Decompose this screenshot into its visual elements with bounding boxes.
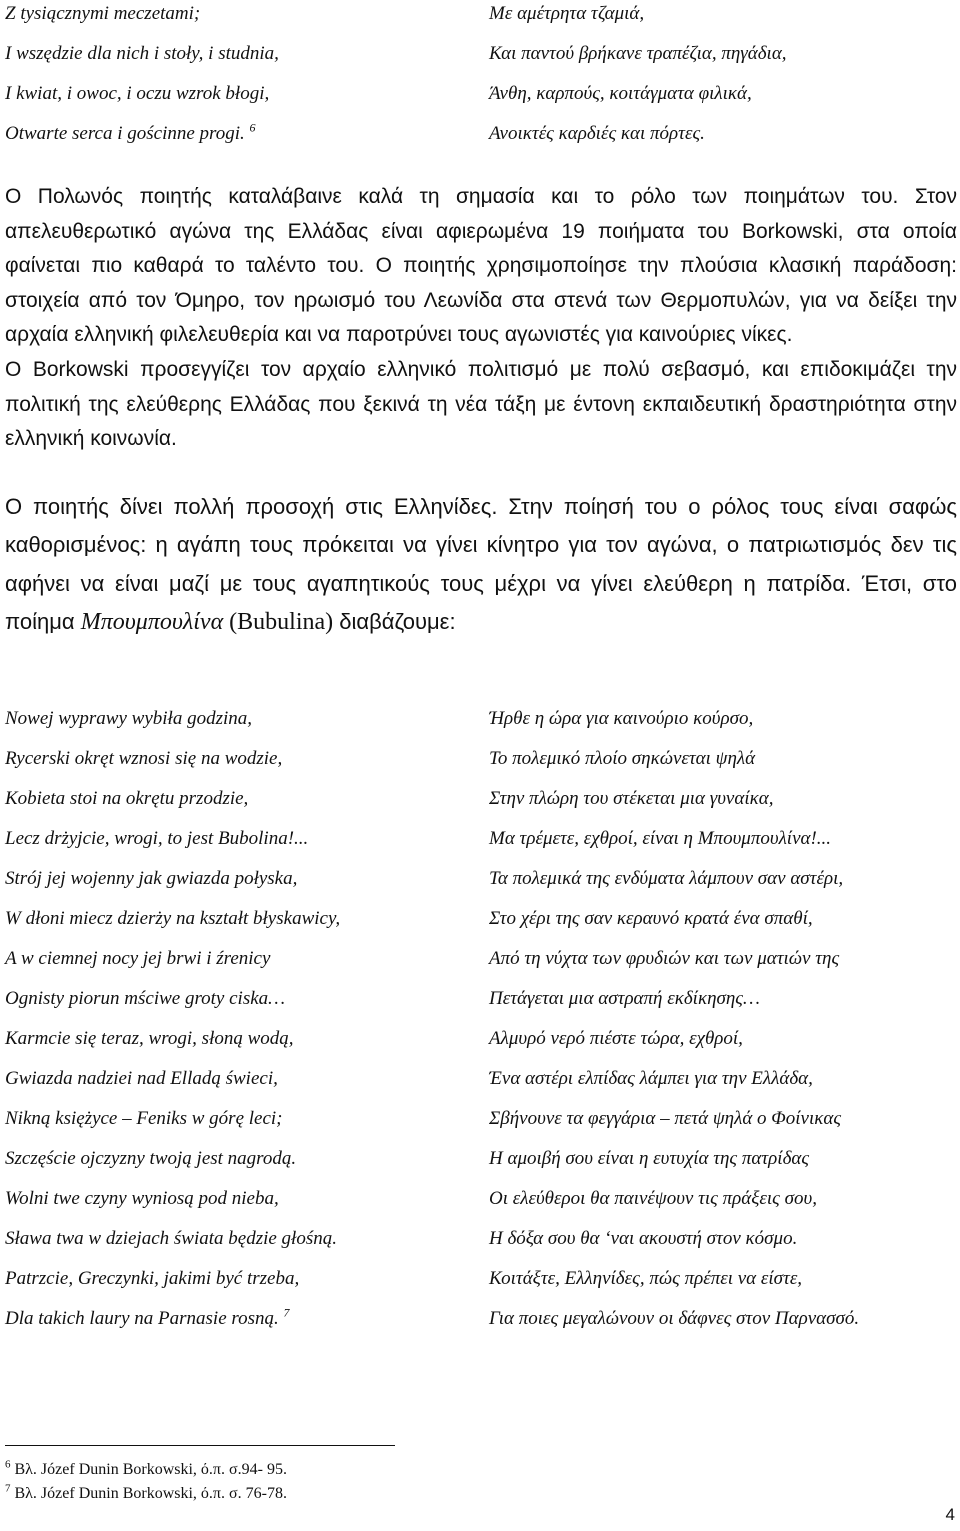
top-poem-greek-line: Με αμέτρητα τζαμιά, — [489, 3, 645, 24]
poem-greek-line: Μα τρέμετε, εχθροί, είναι η Μπουμπουλίνα!... — [489, 828, 832, 849]
poem-greek-line: Από τη νύχτα των φρυδιών και των ματιών της — [489, 948, 840, 969]
poem-greek-line: Στην πλώρη του στέκεται μια γυναίκα, — [489, 788, 774, 809]
poem-polish-line: A w ciemnej nocy jej brwi i źrenicy — [5, 948, 271, 969]
poem-greek-line: Η δόξα σου θα ‘ναι ακουστή στον κόσμο. — [489, 1228, 798, 1249]
poem-polish-line: Karmcie się teraz, wrogi, słoną wodą, — [5, 1028, 294, 1049]
footnote-number: 6 — [5, 1458, 11, 1471]
poem-title: Μπουμπουλίνα — [80, 609, 224, 636]
poem-title-latin: (Bubulina) — [223, 609, 334, 636]
main-poem — [0, 700, 960, 1340]
poem-polish-line: Rycerski okręt wznosi się na wodzie, — [5, 748, 283, 769]
poem-greek-line: Τα πολεμικά της ενδύματα λάμπουν σαν αστέρι, — [489, 868, 844, 889]
footnote-ref: 6 — [249, 120, 256, 135]
poem-polish-line: Strój jej wojenny jak gwiazda połyska, — [5, 868, 298, 889]
top-poem-polish-line: I kwiat, i owoc, i oczu wzrok błogi, — [5, 83, 270, 104]
prose-paragraph: Ο ποιητής δίνει πολλή προσοχή στις Ελληνίδες. Στην ποίησή του ο ρόλος τους είναι σαφώς καθορισμένος: η αγάπη τους πρόκειται να γίνει κίνητρο για τον αγώνα, ο πατριωτισμός δεν τις αφήνει να είναι μαζί με τους αγαπητικούς τους μέχρι να γίνει ελεύθερη η πατρίδα. Έτσι, στο ποίημα Μπουμπουλίνα (Bubulina) διαβάζουμε: — [5, 494, 957, 636]
top-poem — [0, 0, 960, 150]
poem-polish-line: Dla takich laury na Parnasie rosną. $^7$ — [5, 1305, 290, 1329]
prose-block — [5, 180, 957, 457]
poem-polish-line: Lecz drżyjcie, wrogi, to jest Bubolina!... — [5, 828, 309, 849]
poem-greek-line: Κοιτάξτε, Ελληνίδες, πώς πρέπει να είστε, — [489, 1268, 803, 1289]
poem-polish-line: Sława twa w dziejach świata będzie głośną. — [5, 1228, 337, 1249]
poem-greek-line: Ένα αστέρι ελπίδας λάμπει για την Ελλάδα, — [489, 1068, 813, 1089]
poem-polish-line: Gwiazda nadziei nad Elladą świeci, — [5, 1068, 278, 1089]
top-poem-polish-line: Z tysiącznymi meczetami; — [5, 3, 201, 24]
top-poem-greek-line: Και παντού βρήκανε τραπέζια, πηγάδια, — [489, 43, 787, 64]
poem-greek-line: Ήρθε η ώρα για καινούριο κούρσο, — [489, 708, 754, 729]
poem-greek-line: Για ποιες μεγαλώνουν οι δάφνες στον Παρνασσό. — [489, 1308, 860, 1329]
footnote: $^7$ Βλ. Józef Dunin Borkowski, ό.π. σ. 76-78. — [5, 1482, 287, 1502]
poem-greek-line: Πετάγεται μια αστραπή εκδίκησης… — [489, 988, 760, 1009]
poem-polish-line: Wolni twe czyny wyniosą pod nieba, — [5, 1188, 279, 1209]
top-poem-polish-line: Otwarte serca i gościnne progi. $^6$ — [5, 120, 256, 144]
poem-polish-line: W dłoni miecz dzierży na kształt błyskawicy, — [5, 908, 341, 929]
poem-greek-line: Η αμοιβή σου είναι η ευτυχία της πατρίδας — [489, 1148, 810, 1169]
footnote-ref: 7 — [283, 1305, 290, 1320]
prose-paragraph: Ο Borkowski προσεγγίζει τον αρχαίο ελληνικό πολιτισμό με πολύ σεβασμό, και επιδοκιμάζει την πολιτική της ελεύθερης Ελλάδας που ξεκινά τη νέα τάξη με έντονη εκπαιδευτική δραστηριότητα στην ελληνική κοινωνία. — [5, 357, 957, 451]
poem-polish-line: Ognisty piorun mściwe groty ciska… — [5, 988, 286, 1009]
poem-polish-line: Patrzcie, Greczynki, jakimi być trzeba, — [5, 1268, 300, 1289]
top-poem-greek-line: Άνθη, καρπούς, κοιτάγματα φιλικά, — [489, 83, 752, 104]
poem-greek-line: Σβήνουνε τα φεγγάρια – πετά ψηλά ο Φοίνικας — [489, 1108, 842, 1129]
poem-polish-line: Nikną księżyce – Feniks w górę leci; — [5, 1108, 283, 1129]
poem-greek-line: Το πολεμικό πλοίο σηκώνεται ψηλά — [489, 748, 756, 769]
page-number: 4 — [945, 1505, 955, 1524]
poem-greek-line: Οι ελεύθεροι θα παινέψουν τις πράξεις σου, — [489, 1188, 817, 1209]
top-poem-polish-line: I wszędzie dla nich i stoły, i studnia, — [5, 43, 279, 64]
top-poem-greek-line: Ανοικτές καρδιές και πόρτες. — [489, 123, 705, 144]
poem-polish-line: Szczęście ojczyzny twoją jest nagrodą. — [5, 1148, 297, 1169]
poem-polish-line: Nowej wyprawy wybiła godzina, — [5, 708, 252, 729]
prose-block-2 — [5, 488, 957, 642]
footnote-divider — [5, 1445, 395, 1446]
poem-greek-line: Αλμυρό νερό πιέστε τώρα, εχθροί, — [489, 1028, 743, 1049]
footnote: $^6$ Βλ. Józef Dunin Borkowski, ό.π. σ.94- 95. — [5, 1458, 287, 1478]
poem-greek-line: Στο χέρι της σαν κεραυνό κρατά ένα σπαθί, — [489, 908, 813, 929]
prose-paragraph: Ο Πολωνός ποιητής καταλάβαινε καλά τη σημασία και το ρόλο των ποιημάτων του. Στον απελευθερωτικό αγώνα της Ελλάδας είναι αφιερωμένα 19 ποιήματα του Borkowski, στα οποία φαίνεται πιο καθαρά το ταλέντο του. Ο ποιητής χρησιμοποίησε την πλούσια κλασική παράδοση: στοιχεία από τον Όμηρο, τον ηρωισμό του Λεωνίδα στα στενά των Θερμοπυλών, για να δείξει την αρχαία ελληνική φιλελευθερία και να παροτρύνει τους αγωνιστές για καινούριες νίκες. — [5, 185, 957, 347]
poem-polish-line: Kobieta stoi na okrętu przodzie, — [5, 788, 249, 809]
footnote-number: 7 — [5, 1482, 11, 1495]
